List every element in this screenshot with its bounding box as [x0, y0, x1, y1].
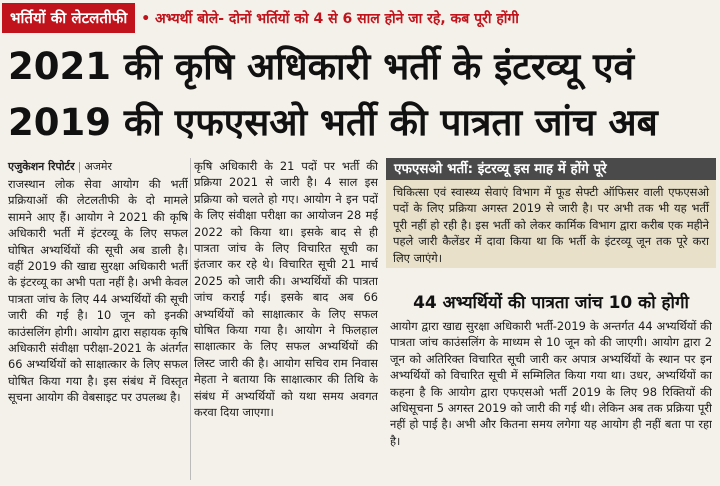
kicker-line: • अभ्यर्थी बोले- दोनों भर्तियों को 4 से 6 साल होने जा रहे, कब पूरी होंगी	[141, 10, 519, 27]
top-strip	[0, 0, 720, 36]
subheadline: 44 अभ्यर्थियों की पात्रता जांच 10 को होगी	[413, 293, 689, 313]
byline	[8, 159, 112, 174]
byline-separator: |	[77, 160, 82, 173]
fso-box-title: एफएसओ भर्ती: इंटरव्यू इस माह में होंगे पूरे	[386, 158, 716, 180]
dateline-place: अजमेर	[84, 160, 112, 173]
column-divider	[190, 158, 191, 480]
headline-line-1: 2021 की कृषि अधिकारी भर्ती के इंटरव्यू एवं	[8, 45, 635, 88]
reporter-name: एजुकेशन रिपोर्टर	[8, 160, 75, 173]
section-tag: भर्तियों की लेटलतीफी	[2, 3, 135, 33]
article-column-3: आयोग द्वारा खाद्य सुरक्षा अधिकारी भर्ती-2019 के अन्तर्गत 44 अभ्यर्थियों की पात्रता जांच काउंसलिंग के माध्यम से 10 जून को की जाएगी। आयोग द्वारा 2 जून को अतिरिक्त विचारित सूची जारी कर अपात्र अभ्यर्थियों के स्थान पर इन अभ्यर्थियों को विचारित सूची में सम्मिलित किया गया था। उधर, अभ्यर्थियों का कहना है कि आयोग द्वारा एफएसओ भर्ती 2019 के लिए 98 रिक्तियों की अधिसूचना 5 अगस्त 2019 को जारी की गई थी। लेकिन अब तक प्रक्रिया पूरी नहीं हो पाई है। अभी और कितना समय लगेगा यह आयोग ही नहीं बता पा रहा है।	[390, 319, 712, 448]
article-column-2: कृषि अधिकारी के 21 पदों पर भर्ती की प्रक्रिया 2021 से जारी है। 4 साल इस प्रक्रिया को चलते हो गए। आयोग ने इन पदों के लिए संवीक्षा परीक्षा का आयोजन 28 मई 2022 को किया था। इसके बाद से ही पात्रता जांच के लिए विचारित सूची का इंतजार कर रहे थे। विचारित सूची 21 मार्च 2025 को जारी की। अभ्यर्थियों की पात्रता जांच कराई गई। इसके बाद अब 66 अभ्यर्थियों को साक्षात्कार के लिए सफल घोषित किया गया है। आयोग ने फिलहाल साक्षात्कार के लिए सफल अभ्यर्थियों की लिस्ट जारी की है। आयोग सचिव राम निवास मेहता ने बताया कि साक्षात्कार की तिथि के संबंध में अभ्यर्थियों को यथा समय अवगत करवा दिया जाएगा।	[194, 159, 378, 420]
fso-box-body: चिकित्सा एवं स्वास्थ्य सेवाएं विभाग में फूड सेफ्टी ऑफिसर वाली एफएसओ पदों के लिए प्रक्रिया अगस्त 2019 से जारी है। पर अभी तक भी यह भर्ती पूरी नहीं हो रही है। इस भर्ती को लेकर कार्मिक विभाग द्वारा करीब एक महीने पहले जारी कैलेंडर में दावा किया था कि भर्ती के इंटरव्यू जून तक पूरे करा लिए जाएंगे।	[393, 185, 709, 265]
headline-line-2: 2019 की एफएसओ भर्ती की पात्रता जांच अब	[8, 101, 658, 144]
article-column-1: राजस्थान लोक सेवा आयोग की भर्ती प्रक्रियाओं की लेटलतीफी के दो मामले सामने आए हैं। आयोग ने 2021 की कृषि अधिकारी भर्ती में इंटरव्यू के लिए सफल घोषित अभ्यर्थियों की सूची अब डाली है। वहीं 2019 की खाद्य सुरक्षा अधिकारी भर्ती के इंटरव्यू का अभी पता नहीं है। अभी केवल पात्रता जांच के लिए 44 अभ्यर्थियों की सूची जारी की गई है। 10 जून को इनकी काउंसलिंग होगी। आयोग द्वारा सहायक कृषि अधिकारी संवीक्षा परीक्षा-2021 के अंतर्गत 66 अभ्यर्थियों को साक्षात्कार के लिए सफल घोषित किया गया है। इस संबंध में विस्तृत सूचना आयोग की वेबसाइट पर उपलब्ध है।	[8, 177, 188, 405]
fso-info-box	[386, 158, 716, 268]
